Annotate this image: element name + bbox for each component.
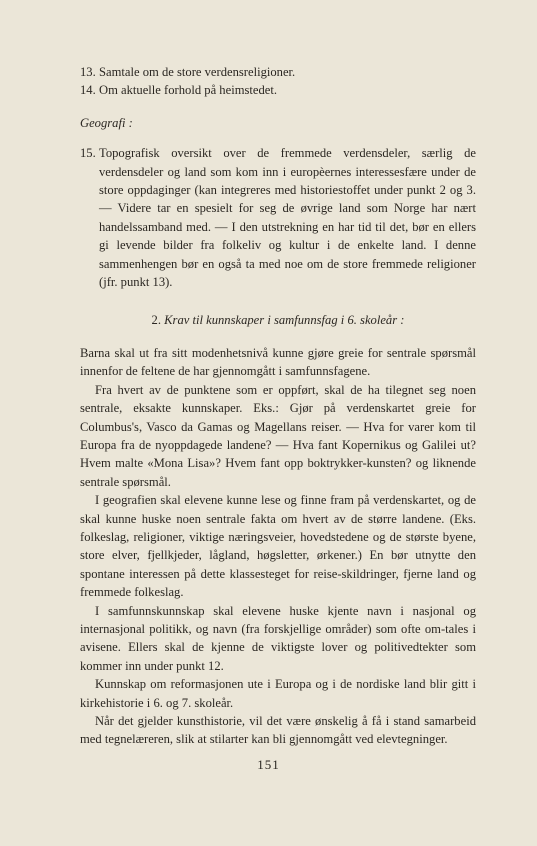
paragraph: I samfunnskunnskap skal elevene huske kjente navn i nasjonal og internasjonal politikk, og navn (fra forskjellige områder) som ofte om-tales i avisene. Ellers skal de kjenne de viktigste lover og politivedtekter som kommer inn under punkt 12. [80, 603, 476, 673]
item-number: 14. [80, 83, 96, 98]
section-number: 2. [151, 313, 161, 328]
item-text: Topografisk oversikt over de fremmede verdensdeler, særlig de verdensdeler og land som kom inn i europèernes interessesfære under de store oppdaginger (kan integreres med historiestoffet under punkt 2 og 3. — Videre tar en spesielt for seg de øvrige land som Norge har nært handelssamband med. — I den utstrekning en har tid til det, bør en ellers gi levende bilder fra folkeliv og kultur i de enkelte land. I denne sammenhengen bør en også ta med noe om de store fremmede religioner (jfr. punkt 13). [99, 146, 476, 290]
paragraph: Kunnskap om reformasjonen ute i Europa og i de nordiske land blir gitt i kirkehistorie i 6. og 7. skoleår. [80, 677, 476, 710]
paragraph: Barna skal ut fra sitt modenhetsnivå kunne gjøre greie for sentrale spørsmål innenfor de feltene de har gjennomgått i samfunnsfagene. [80, 345, 476, 379]
page-number: 151 [257, 757, 280, 772]
paragraph: Når det gjelder kunsthistorie, vil det være ønskelig å få i stand samarbeid med tegnelæreren, slik at stilarter kan bli gjennomgått ved elevtegninger. [80, 714, 476, 747]
text-column [80, 63, 476, 749]
item-text: Samtale om de store verdensreligioner. [99, 65, 296, 79]
list-item-15 [80, 144, 476, 291]
section-title: Krav til kunnskaper i samfunnsfag i 6. skoleår : [164, 313, 405, 328]
item-text: Om aktuelle forhold på heimstedet. [99, 83, 278, 98]
section-heading [80, 311, 476, 329]
item-number: 13. [80, 65, 96, 79]
paragraph: Fra hvert av de punktene som er oppført, skal de ha tilegnet seg noen sentrale, eksakte kunnskaper. Eks.: Gjør på verdenskartet greie for Columbus's, Vasco da Gamas og Magellans reiser. — Hva for varer kom til Europa fra de nyoppdagede landene? — Hva fant Kopernikus og Galilei ut? Hvem malte «Mona Lisa»? Hvem fant opp boktrykker-kunsten? og liknende sentrale spørsmål. [80, 382, 476, 489]
list-item-14 [80, 81, 476, 99]
subheading-geografi: Geografi : [80, 115, 133, 130]
item-number: 15. [80, 146, 96, 161]
list-item-13 [80, 63, 476, 81]
paragraph: I geografien skal elevene kunne lese og finne fram på verdenskartet, og de skal kunne huske noen sentrale fakta om hvert av de større landene. (Eks. folkeslag, religioner, viktige næringsveier, hovedstedene og de største byene, store elver, fjellkjeder, lågland, høgsletter, ørkener.) En bør utnytte den spontane interessen på dette klassesteget for reise-skildringer, fjerne land og fremmede folkeslag. [80, 493, 476, 600]
